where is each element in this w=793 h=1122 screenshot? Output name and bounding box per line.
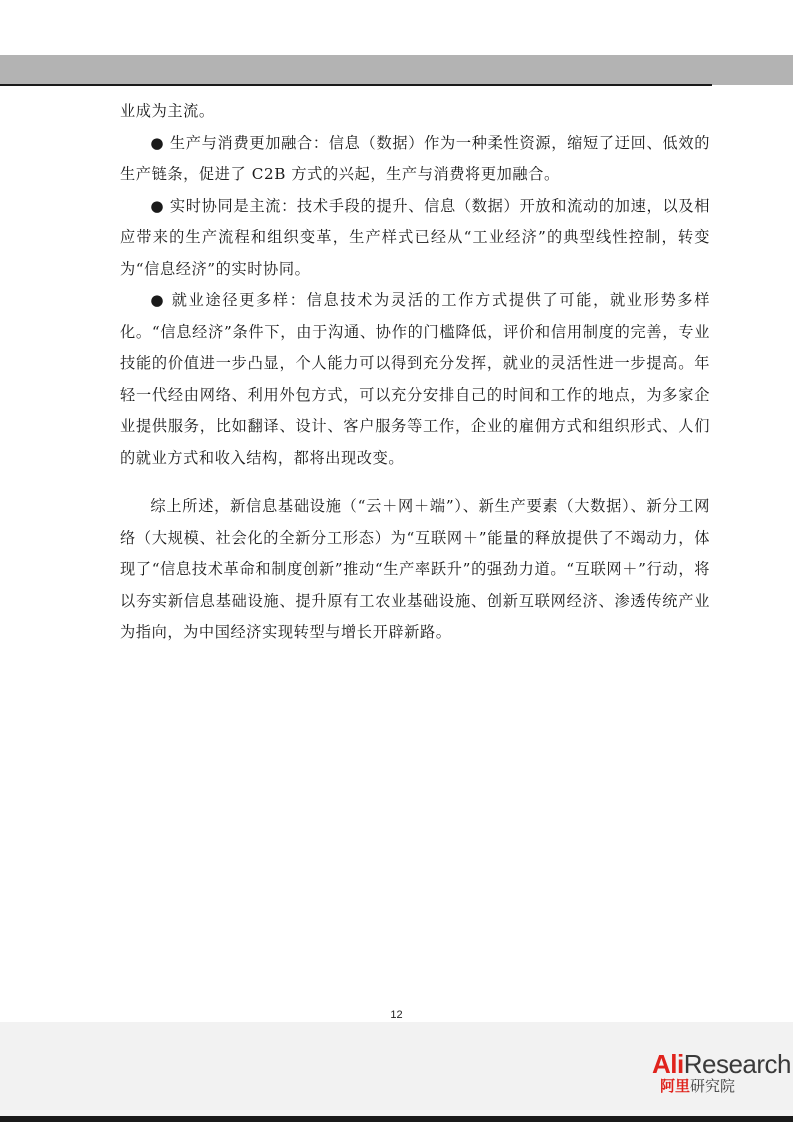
- page-number: 12: [390, 1009, 403, 1021]
- header-rule: [0, 84, 712, 86]
- bullet-text: 实时协同是主流：技术手段的提升、信息（数据）开放和流动的加速，以及相应带来的生产流程和组织变革，生产样式已经从“工业经济”的典型线性控制，转变为“信息经济”的实时协同。: [120, 196, 711, 278]
- bullet-paragraph-employment: [120, 285, 710, 474]
- logo-chinese: [660, 1078, 791, 1095]
- bullet-paragraph-collaboration: [120, 191, 710, 286]
- bullet-text: 生产与消费更加融合：信息（数据）作为一种柔性资源，缩短了迂回、低效的生产链条，促进了 C2B 方式的兴起，生产与消费将更加融合。: [120, 133, 711, 183]
- header-band: [0, 55, 793, 85]
- aliresearch-logo: [652, 1050, 791, 1095]
- bullet-icon: ●: [150, 133, 165, 152]
- bullet-icon: ●: [150, 291, 166, 309]
- logo-wordmark: [652, 1050, 791, 1078]
- paragraph-continuation: 业成为主流。: [120, 102, 215, 120]
- paragraph-summary: 综上所述，新信息基础设施（“云＋网＋端”）、新生产要素（大数据）、新分工网络（大规模、社会化的全新分工形态）为“互联网＋”能量的释放提供了不竭动力，体现了“信息技术革命和制度创新”推动“生产率跃升”的强劲力道。“互联网＋”行动，将以夯实新信息基础设施、提升原有工农业基础设施、创新互联网经济、渗透传统产业为指向，为中国经济实现转型与增长开辟新路。: [120, 497, 710, 641]
- page-body: [120, 96, 710, 649]
- footer-bottom-bar: [0, 1116, 793, 1122]
- logo-ali: Ali: [651, 1049, 684, 1079]
- bullet-icon: ●: [150, 196, 165, 215]
- logo-cn-institute: 研究院: [690, 1078, 736, 1095]
- logo-cn-ali: 阿里: [659, 1078, 690, 1095]
- bullet-paragraph-consumption: [120, 128, 710, 191]
- logo-research: Research: [683, 1049, 791, 1079]
- bullet-text: 就业途径更多样：信息技术为灵活的工作方式提供了可能，就业形势多样化。“信息经济”条件下，由于沟通、协作的门槛降低，评价和信用制度的完善，专业技能的价值进一步凸显，个人能力可以得到充分发挥，就业的灵活性进一步提高。年轻一代经由网络、利用外包方式，可以充分安排自己的时间和工作的地点，为多家企业提供服务，比如翻译、设计、客户服务等工作，企业的雇佣方式和组织形式、人们的就业方式和收入结构，都将出现改变。: [120, 291, 710, 467]
